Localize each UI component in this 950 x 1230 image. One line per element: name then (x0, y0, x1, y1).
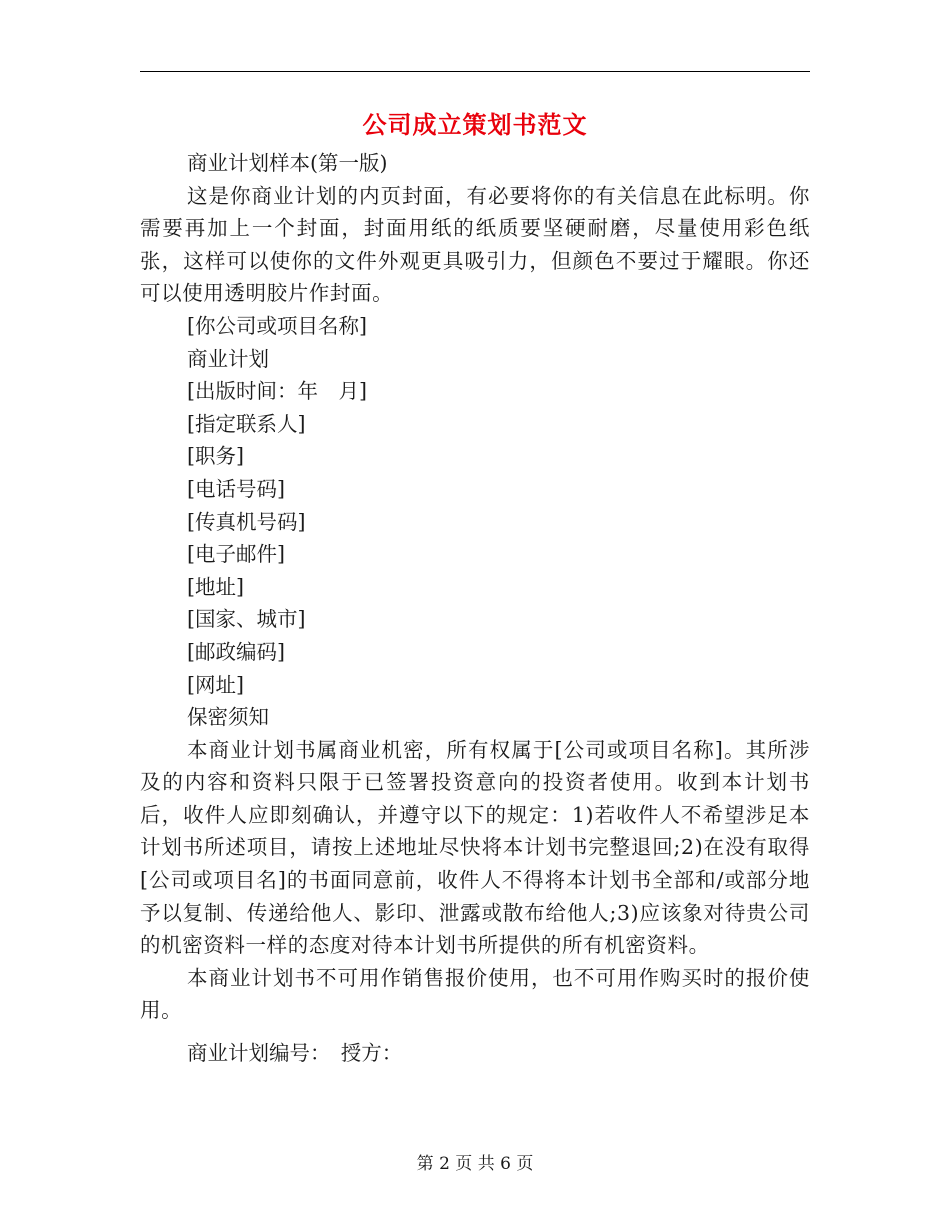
field-publish-date: [出版时间：年 月] (187, 379, 367, 404)
field-position: [职务] (187, 444, 244, 469)
field-country-city: [国家、城市] (187, 607, 306, 632)
paragraph-confidentiality: 本商业计划书属商业机密，所有权属于[公司或项目名称]。其所涉及的内容和资料只限于已签署投资意向的投资者使用。收到本计划书后，收件人应即刻确认，并遵守以下的规定：1)若收件人不希望涉足本计划书所述项目，请按上述地址尽快将本计划书完整退回;2)在没有取得[公司或项目名]的书面同意前，收件人不得将本计划书全部和/或部分地予以复制、传递给他人、影印、泄露或散布给他人;3)应该象对待贵公司的机密资料一样的态度对待本计划书所提供的所有机密资料。 (140, 737, 810, 958)
document-title: 公司成立策划书范文 (362, 110, 588, 139)
field-website: [网址] (187, 672, 244, 697)
field-business-plan: 商业计划 (187, 346, 269, 371)
paragraph-not-quotation: 本商业计划书不可用作销售报价使用，也不可用作购买时的报价使用。 (140, 965, 810, 1023)
document-body (140, 147, 810, 1070)
heading-confidentiality: 保密须知 (187, 705, 269, 730)
paragraph-sample-version: 商业计划样本(第一版) (187, 151, 388, 175)
field-address: [地址] (187, 574, 244, 599)
field-company-name: [你公司或项目名称] (187, 313, 367, 338)
page-footer: 第 2 页 共 6 页 (416, 1154, 534, 1174)
field-plan-number: 商业计划编号： 授方： (187, 1041, 403, 1066)
field-email: [电子邮件] (187, 542, 285, 567)
field-fax: [传真机号码] (187, 509, 306, 534)
field-phone: [电话号码] (187, 476, 285, 501)
field-contact-person: [指定联系人] (187, 411, 306, 436)
field-postcode: [邮政编码] (187, 639, 285, 664)
header-rule (140, 71, 810, 72)
paragraph-cover-intro: 这是你商业计划的内页封面，有必要将你的有关信息在此标明。你需要再加上一个封面，封面用纸的纸质要坚硬耐磨，尽量使用彩色纸张，这样可以使你的文件外观更具吸引力，但颜色不要过于耀眼。你还可以使用透明胶片作封面。 (140, 183, 810, 306)
